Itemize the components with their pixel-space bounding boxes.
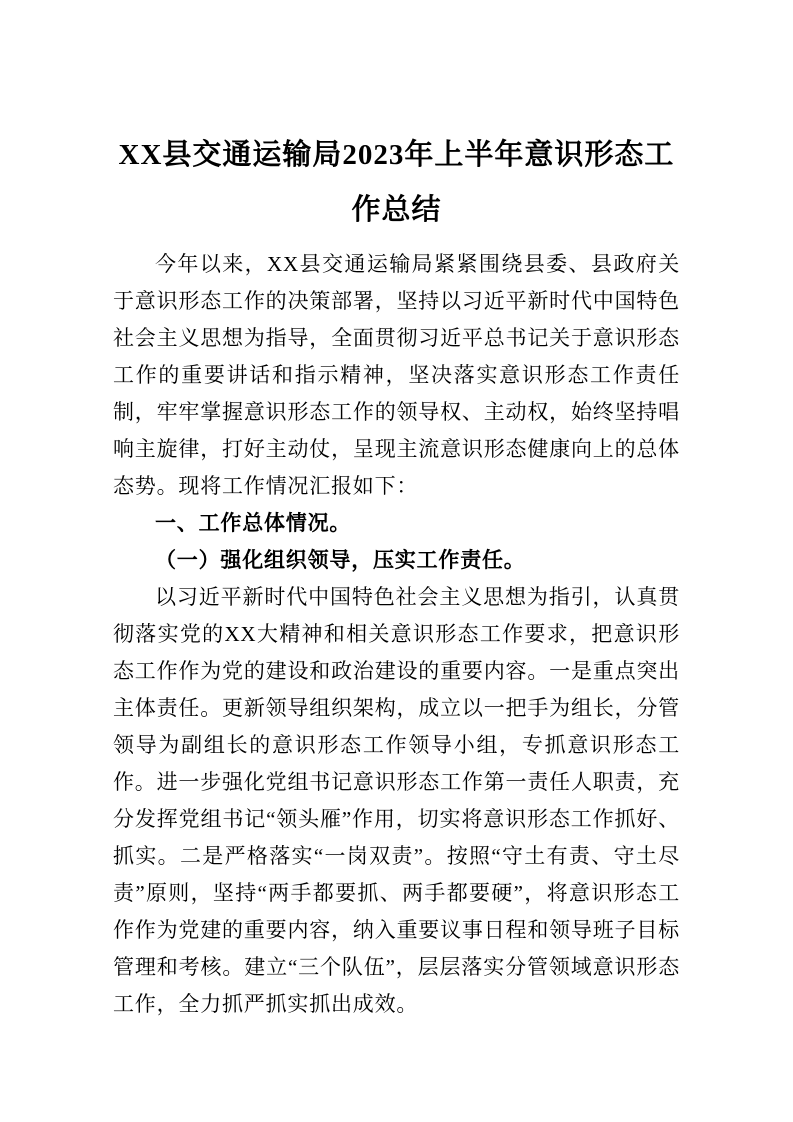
section-heading: 一、工作总体情况。 [155, 512, 352, 535]
document-title: XX县交通运输局2023年上半年意识形态工作总结 [118, 139, 675, 226]
sub-heading: （一）强化组织领导，压实工作责任。 [155, 548, 526, 572]
document-body [113, 246, 680, 1023]
body-paragraph: 今年以来，XX县交通运输局紧紧围绕县委、县政府关于意识形态工作的决策部署，坚持以习近平新时代中国特色社会主义思想为指导，全面贯彻习近平总书记关于意识形态工作的重要讲话和指示精神，坚决落实意识形态工作责任制，牢牢掌握意识形态工作的领导权、主动权，始终坚持唱响主旋律，打好主动仗，呈现主流意识形态健康向上的总体态势。现将工作情况汇报如下： [113, 252, 680, 498]
body-paragraph: 以习近平新时代中国特色社会主义思想为指引，认真贯彻落实党的XX大精神和相关意识形态工作要求，把意识形态工作作为党的建设和政治建设的重要内容。一是重点突出主体责任。更新领导组织架构，成立以一把手为组长，分管领导为副组长的意识形态工作领导小组，专抓意识形态工作。进一步强化党组书记意识形态工作第一责任人职责，充分发挥党组书记“领头雁”作用，切实将意识形态工作抓好、抓实。二是严格落实“一岗双责”。按照“守土有责、守土尽责”原则，坚持“两手都要抓、两手都要硬”，将意识形态工作作为党建的重要内容，纳入重要议事日程和领导班子目标管理和考核。建立“三个队伍”，层层落实分管领域意识形态工作，全力抓严抓实抓出成效。 [113, 585, 680, 1016]
